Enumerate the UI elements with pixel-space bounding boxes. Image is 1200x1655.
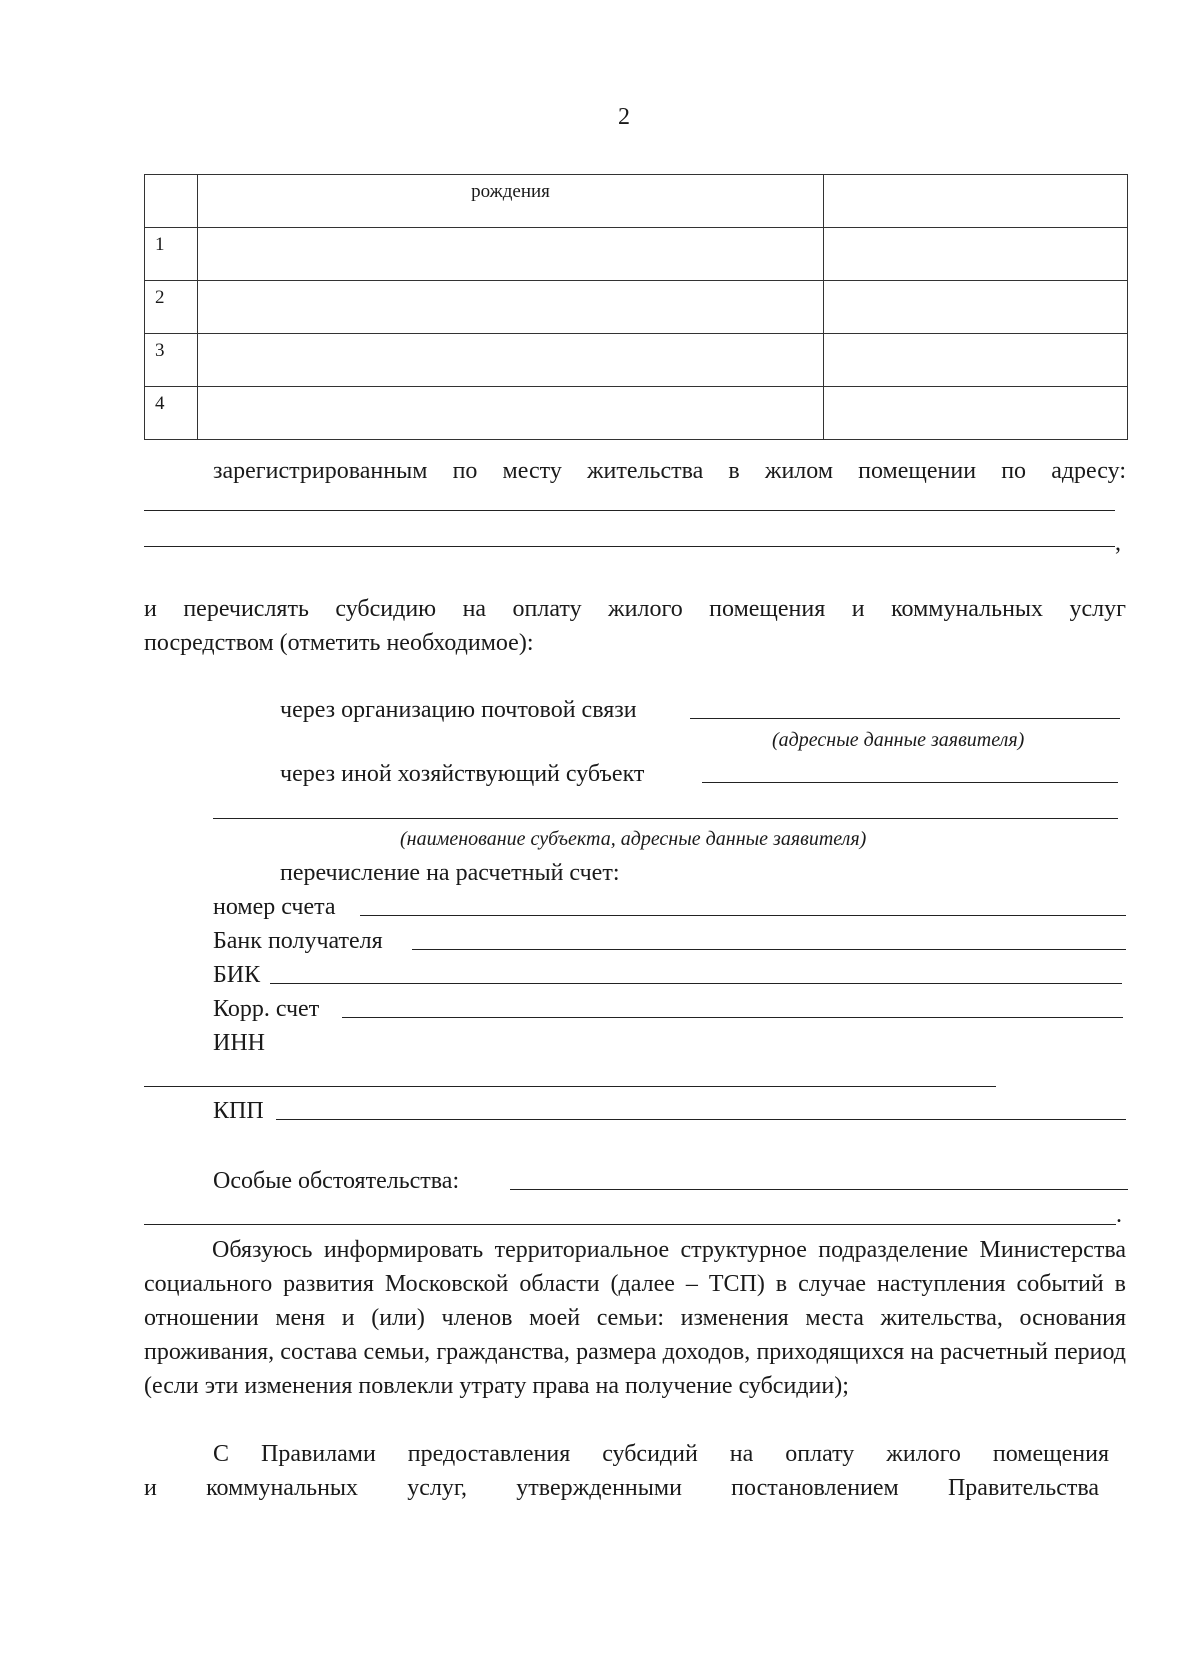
bik-label: БИК: [213, 962, 261, 988]
bank-name-label: Банк получателя: [213, 928, 383, 954]
option-other: через иной хозяйствующий субъект: [280, 761, 645, 787]
special-circumstances-line-2[interactable]: [144, 1224, 1116, 1225]
table-cell-editable[interactable]: [198, 387, 824, 440]
row-number: 1: [145, 228, 198, 281]
table-header-cell: [145, 175, 198, 228]
row-number: 3: [145, 334, 198, 387]
address-line-1[interactable]: [144, 510, 1115, 511]
address-line-2[interactable]: [144, 546, 1115, 547]
special-circumstances-label: Особые обстоятельства:: [213, 1168, 460, 1194]
address-label: зарегистрированным по месту жительства в жилом помещении по адресу:: [213, 458, 1126, 484]
bank-name-field[interactable]: [412, 949, 1126, 950]
rules-line-1: С Правилами предоставления субсидий на оплату жилого помещения: [213, 1441, 1109, 1467]
corr-account-field[interactable]: [342, 1017, 1123, 1018]
table-row: [145, 387, 1128, 440]
kpp-label: КПП: [213, 1098, 264, 1124]
option-post: через организацию почтовой связи: [280, 697, 637, 723]
table-header-birth: рождения: [198, 175, 824, 228]
table-row: [145, 228, 1128, 281]
table-row: [145, 334, 1128, 387]
post-caption: (адресные данные заявителя): [772, 729, 1025, 751]
table-cell-editable[interactable]: [824, 281, 1128, 334]
table-header-cell: [824, 175, 1128, 228]
table-header-row: [145, 175, 1128, 228]
account-number-field[interactable]: [360, 915, 1126, 916]
inn-field[interactable]: [144, 1086, 996, 1087]
special-circumstances-field[interactable]: [510, 1189, 1128, 1190]
table-cell-editable[interactable]: [198, 228, 824, 281]
table-cell-editable[interactable]: [824, 334, 1128, 387]
row-number: 2: [145, 281, 198, 334]
bik-field[interactable]: [270, 983, 1122, 984]
table-cell-editable[interactable]: [198, 281, 824, 334]
commitment-paragraph: [144, 1233, 1126, 1403]
rules-line-2: и коммунальных услуг, утвержденными постановлением Правительства: [144, 1475, 1099, 1501]
row-number: 4: [145, 387, 198, 440]
account-number-label: номер счета: [213, 894, 336, 920]
table-cell-editable[interactable]: [198, 334, 824, 387]
table-cell-editable[interactable]: [824, 387, 1128, 440]
inn-label: ИНН: [213, 1030, 265, 1056]
special-period: .: [1116, 1202, 1122, 1228]
other-subject-field[interactable]: [702, 782, 1118, 783]
address-comma: ,: [1115, 530, 1121, 556]
family-members-table: [144, 174, 1128, 440]
page-number: 2: [618, 104, 630, 130]
other-caption: (наименование субъекта, адресные данные заявителя): [400, 828, 867, 850]
option-account: перечисление на расчетный счет:: [280, 860, 620, 886]
corr-account-label: Корр. счет: [213, 996, 320, 1022]
table-cell-editable[interactable]: [824, 228, 1128, 281]
transfer-line-2: посредством (отметить необходимое):: [144, 630, 534, 656]
table-row: [145, 281, 1128, 334]
transfer-line-1: и перечислять субсидию на оплату жилого помещения и коммунальных услуг: [144, 596, 1126, 622]
other-subject-line-2[interactable]: [213, 818, 1118, 819]
kpp-field[interactable]: [276, 1119, 1126, 1120]
post-address-field[interactable]: [690, 718, 1120, 719]
commitment-text: Обязуюсь информировать территориальное структурное подразделение Министерства социального развития Московской области (далее – ТСП) в случае наступления событий в отношении меня и (или) членов моей семьи: изменения места жительства, основания проживания, состава семьи, гражданства, размера доходов, приходящихся на расчетный период (если эти изменения повлекли утрату права на получение субсидии);: [144, 1237, 1126, 1399]
